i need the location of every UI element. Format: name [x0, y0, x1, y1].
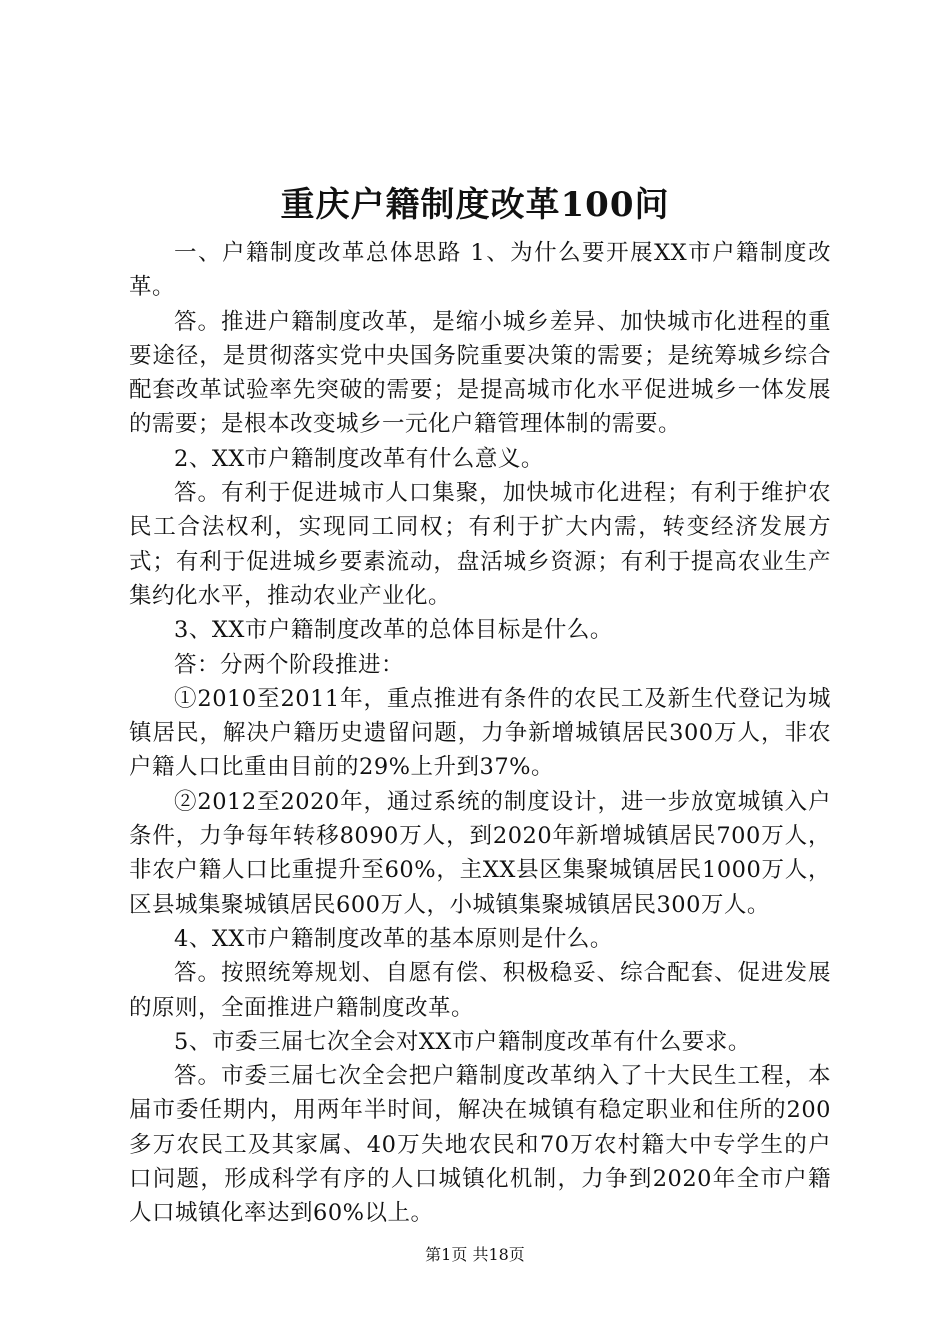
paragraph-9: 4、XX市户籍制度改革的基本原则是什么。 — [174, 925, 613, 952]
paragraph-1: 一、户籍制度改革总体思路 1、为什么要开展XX市户籍制度改革。 — [129, 240, 831, 301]
document-body — [129, 236, 831, 1231]
paragraph-7: ①2010至2011年，重点推进有条件的农民工及新生代登记为城镇居民，解决户籍历史遗留问题，力争新增城镇居民300万人，非农户籍人口比重由目前的29%上升到37%。 — [129, 685, 831, 781]
paragraph-5: 3、XX市户籍制度改革的总体目标是什么。 — [174, 617, 613, 644]
paragraph-11: 5、市委三届七次全会对XX市户籍制度改革有什么要求。 — [174, 1028, 751, 1055]
paragraph-2: 答。推进户籍制度改革，是缩小城乡差异、加快城市化进程的重要途径，是贯彻落实党中央国务院重要决策的需要；是统筹城乡综合配套改革试验率先突破的需要；是提高城市化水平促进城乡一体发展的需要；是根本改变城乡一元化户籍管理体制的需要。 — [129, 308, 831, 438]
paragraph-10: 答。按照统筹规划、自愿有偿、积极稳妥、综合配套、促进发展的原则，全面推进户籍制度改革。 — [129, 960, 831, 1021]
paragraph-12: 答。市委三届七次全会把户籍制度改革纳入了十大民生工程，本届市委任期内，用两年半时间，解决在城镇有稳定职业和住所的200多万农民工及其家属、40万失地农民和70万农村籍大中专学生的户口问题，形成科学有序的人口城镇化机制，力争到2020年全市户籍人口城镇化率达到60%以上。 — [129, 1063, 831, 1227]
page-number-footer: 第1页 共18页 — [425, 1245, 525, 1264]
paragraph-6: 答：分两个阶段推进： — [174, 651, 405, 678]
paragraph-3: 2、XX市户籍制度改革有什么意义。 — [174, 445, 544, 472]
document-title: 重庆户籍制度改革100问 — [280, 185, 670, 225]
paragraph-4: 答。有利于促进城市人口集聚，加快城市化进程；有利于维护农民工合法权利，实现同工同权；有利于扩大内需，转变经济发展方式；有利于促进城乡要素流动，盘活城乡资源；有利于提高农业生产集约化水平，推动农业产业化。 — [129, 480, 831, 609]
paragraph-8: ②2012至2020年，通过系统的制度设计，进一步放宽城镇入户条件，力争每年转移8090万人，到2020年新增城镇居民700万人，非农户籍人口比重提升至60%，主XX县区集聚城镇居民1000万人，区县城集聚城镇居民600万人，小城镇集聚城镇居民300万人。 — [129, 788, 831, 918]
